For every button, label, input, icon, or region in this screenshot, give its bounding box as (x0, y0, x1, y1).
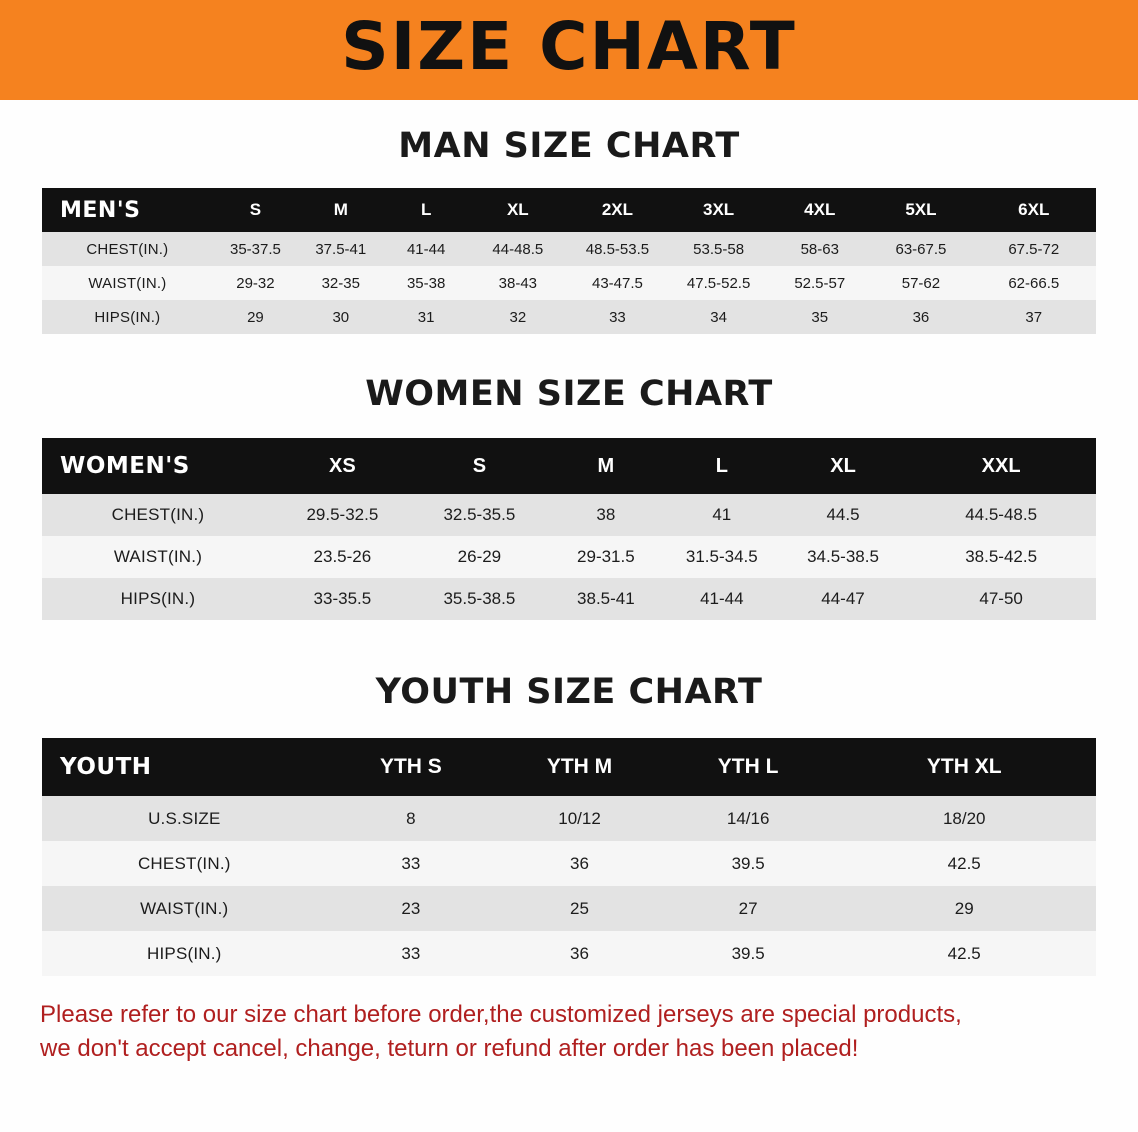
table-cell: 41-44 (700, 589, 744, 608)
table-cell: 32.5-35.5 (443, 505, 516, 524)
youth-header-cell: YTH S (379, 755, 442, 778)
women-table-header-row (42, 438, 1096, 494)
women-section-title: WOMEN SIZE CHART (365, 374, 773, 414)
table-cell: 53.5-58 (693, 240, 745, 258)
table-cell: 42.5 (947, 853, 981, 873)
table-cell: 34 (710, 308, 727, 326)
table-cell: 52.5-57 (794, 274, 846, 292)
men-size-table (42, 188, 1096, 334)
table-cell: 26-29 (457, 547, 502, 566)
table-cell: 33 (609, 308, 626, 326)
table-cell: 62-66.5 (1008, 274, 1060, 292)
row-label: CHEST(IN.) (137, 853, 231, 873)
men-header-cell: M (333, 200, 348, 219)
men-header-cell: 5XL (905, 200, 937, 219)
table-cell: 44.5 (826, 505, 860, 524)
disclaimer-line-2: we don't accept cancel, change, teturn or refund after order has been placed! (40, 1035, 859, 1063)
table-row (42, 841, 1096, 886)
youth-header-cell: YOUTH (60, 754, 152, 780)
table-cell: 35 (811, 308, 829, 326)
table-cell: 32 (509, 308, 527, 326)
table-cell: 63-67.5 (895, 240, 947, 258)
table-cell: 44-48.5 (492, 240, 544, 258)
table-cell: 48.5-53.5 (585, 240, 650, 258)
women-size-table (42, 438, 1096, 620)
table-cell: 67.5-72 (1008, 240, 1060, 258)
men-header-cell: MEN'S (60, 197, 141, 223)
row-label: HIPS(IN.) (94, 308, 161, 326)
table-cell: 33 (401, 853, 421, 873)
table-row (42, 886, 1096, 931)
table-cell: 14/16 (726, 808, 770, 828)
table-row (42, 578, 1096, 620)
youth-size-table (42, 738, 1096, 976)
man-table-wrapper (42, 188, 1096, 334)
table-cell: 8 (406, 808, 416, 828)
table-cell: 47.5-52.5 (686, 274, 751, 292)
youth-header-cell: YTH M (546, 755, 613, 778)
table-row (42, 232, 1096, 266)
table-row (42, 300, 1096, 334)
youth-header-cell: YTH XL (926, 755, 1002, 778)
men-header-cell: 2XL (601, 200, 634, 219)
table-cell: 41-44 (406, 240, 446, 258)
table-cell: 35-37.5 (229, 240, 281, 258)
row-label: U.S.SIZE (148, 808, 221, 828)
men-header-cell: S (249, 200, 262, 219)
table-cell: 36 (570, 943, 589, 963)
table-cell: 23 (401, 898, 421, 918)
table-cell: 37 (1025, 308, 1043, 326)
banner-title: SIZE CHART (341, 8, 797, 85)
banner (0, 0, 1138, 100)
women-header-cell: WOMEN'S (60, 453, 190, 479)
table-cell: 38.5-41 (577, 589, 635, 608)
table-row (42, 931, 1096, 976)
table-cell: 39.5 (731, 943, 765, 963)
disclaimer-note (40, 998, 1098, 1066)
table-cell: 27 (738, 898, 758, 918)
table-cell: 23.5-26 (313, 547, 372, 566)
table-cell: 10/12 (558, 808, 601, 828)
table-cell: 36 (570, 853, 589, 873)
women-header-cell: S (472, 454, 487, 477)
women-header-cell: L (715, 454, 728, 477)
table-cell: 38 (596, 505, 616, 524)
table-cell: 29.5-32.5 (306, 505, 379, 524)
women-table-wrapper (42, 438, 1096, 620)
men-header-cell: 6XL (1018, 200, 1050, 219)
table-row (42, 494, 1096, 536)
table-cell: 18/20 (942, 808, 986, 828)
men-header-cell: 4XL (804, 200, 836, 219)
table-cell: 44.5-48.5 (965, 505, 1038, 524)
youth-header-cell: YTH L (717, 755, 779, 778)
table-cell: 39.5 (731, 853, 765, 873)
table-cell: 25 (570, 898, 589, 918)
table-cell: 47-50 (979, 589, 1023, 608)
row-label: CHEST(IN.) (111, 505, 205, 524)
table-cell: 57-62 (901, 274, 941, 292)
table-cell: 33-35.5 (313, 589, 372, 608)
row-label: WAIST(IN.) (140, 898, 229, 918)
table-cell: 34.5-38.5 (807, 547, 879, 566)
youth-table-header-row (42, 738, 1096, 796)
row-label: WAIST(IN.) (88, 274, 167, 292)
table-cell: 58-63 (800, 240, 839, 258)
youth-table-wrapper (42, 738, 1096, 976)
table-cell: 33 (401, 943, 421, 963)
table-cell: 44-47 (821, 589, 865, 608)
men-header-cell: L (420, 200, 432, 219)
table-cell: 37.5-41 (315, 240, 367, 258)
table-cell: 30 (332, 308, 350, 326)
table-cell: 43-47.5 (591, 274, 643, 292)
table-cell: 29 (247, 308, 264, 326)
men-header-cell: XL (506, 200, 529, 219)
table-cell: 36 (912, 308, 930, 326)
women-header-cell: M (597, 454, 615, 477)
men-header-cell: 3XL (703, 200, 735, 219)
table-cell: 35-38 (406, 274, 446, 292)
table-cell: 32-35 (321, 274, 360, 292)
row-label: HIPS(IN.) (147, 943, 222, 963)
table-cell: 31 (417, 308, 435, 326)
row-label: HIPS(IN.) (120, 589, 196, 608)
women-header-cell: XL (830, 454, 856, 477)
women-header-cell: XXL (981, 454, 1021, 477)
table-row (42, 266, 1096, 300)
table-cell: 38-43 (498, 274, 538, 292)
table-cell: 42.5 (947, 943, 981, 963)
table-cell: 29 (954, 898, 974, 918)
table-cell: 31.5-34.5 (685, 547, 758, 566)
row-label: CHEST(IN.) (86, 240, 169, 258)
table-cell: 35.5-38.5 (443, 589, 516, 608)
table-cell: 41 (712, 505, 732, 524)
table-row (42, 796, 1096, 841)
table-cell: 38.5-42.5 (965, 547, 1038, 566)
row-label: WAIST(IN.) (113, 547, 203, 566)
table-cell: 29-32 (236, 274, 275, 292)
table-cell: 29-31.5 (577, 547, 635, 566)
women-header-cell: XS (329, 454, 356, 477)
table-row (42, 536, 1096, 578)
men-table-header-row (42, 188, 1096, 232)
youth-section-title: YOUTH SIZE CHART (375, 672, 763, 712)
disclaimer-line-1: Please refer to our size chart before order,the customized jerseys are special products, (40, 1001, 962, 1028)
man-section-title: MAN SIZE CHART (398, 126, 740, 166)
